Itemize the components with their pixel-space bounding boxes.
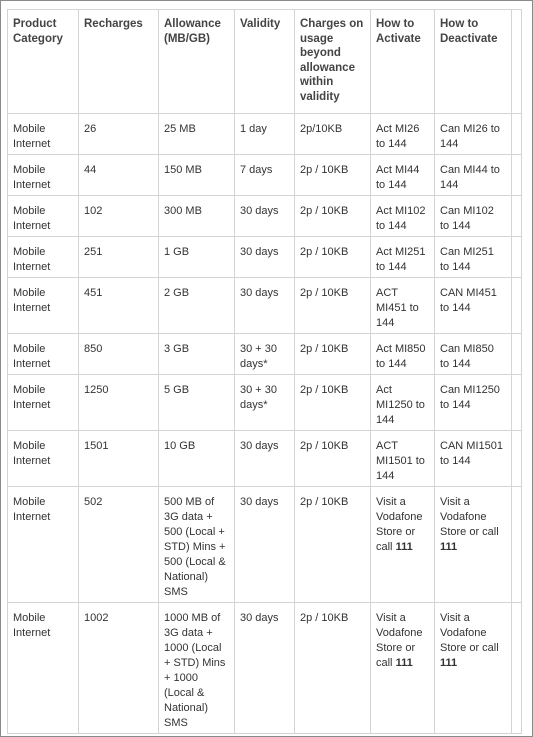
cell-charges: 2p/10KB <box>295 114 371 155</box>
cell-recharge: 102 <box>79 196 159 237</box>
header-product-category: Product Category <box>8 10 79 114</box>
cell-category: Mobile Internet <box>8 431 79 487</box>
cell-cut-off <box>512 237 522 278</box>
table-row <box>8 603 522 734</box>
deactivate-text: Can MI44 to 144 <box>440 164 500 191</box>
table-header-row <box>8 10 522 114</box>
activate-text: Act MI850 to 144 <box>376 343 426 370</box>
cell-cut-off <box>512 334 522 375</box>
cell-validity: 30 days <box>235 278 295 334</box>
activate-text: Visit a Vodafone Store or call <box>376 612 423 669</box>
table-row <box>8 375 522 431</box>
cell-allowance: 25 MB <box>159 114 235 155</box>
cell-deactivate <box>435 431 512 487</box>
cell-allowance: 1000 MB of 3G data + 1000 (Local + STD) Mins + 1000 (Local & National) SMS <box>159 603 235 734</box>
deactivate-text: Can MI251 to 144 <box>440 246 494 273</box>
cell-validity: 1 day <box>235 114 295 155</box>
deactivate-text: CAN MI1501 to 144 <box>440 440 503 467</box>
activate-text: Act MI102 to 144 <box>376 205 426 232</box>
cell-recharge: 1250 <box>79 375 159 431</box>
cell-cut-off <box>512 155 522 196</box>
cell-recharge: 1501 <box>79 431 159 487</box>
cell-cut-off <box>512 196 522 237</box>
table-row <box>8 155 522 196</box>
cell-cut-off <box>512 278 522 334</box>
table-row <box>8 334 522 375</box>
deactivate-text: Visit a Vodafone Store or call <box>440 496 499 538</box>
table-row <box>8 114 522 155</box>
cell-allowance: 500 MB of 3G data + 500 (Local + STD) Mins + 500 (Local & National) SMS <box>159 487 235 603</box>
cell-charges: 2p / 10KB <box>295 196 371 237</box>
cell-charges: 2p / 10KB <box>295 278 371 334</box>
cell-recharge: 1002 <box>79 603 159 734</box>
deactivate-number: 111 <box>440 657 458 669</box>
activate-text: Visit a Vodafone Store or call <box>376 496 423 553</box>
cell-allowance: 300 MB <box>159 196 235 237</box>
cell-recharge: 850 <box>79 334 159 375</box>
cell-charges: 2p / 10KB <box>295 237 371 278</box>
cell-category: Mobile Internet <box>8 114 79 155</box>
activate-text: ACT MI1501 to 144 <box>376 440 425 482</box>
cell-deactivate <box>435 196 512 237</box>
cell-activate <box>371 375 435 431</box>
cell-validity: 30 + 30 days* <box>235 375 295 431</box>
table-row <box>8 278 522 334</box>
cell-category: Mobile Internet <box>8 375 79 431</box>
header-how-to-activate: How to Activate <box>371 10 435 114</box>
header-recharges: Recharges <box>79 10 159 114</box>
cell-allowance: 10 GB <box>159 431 235 487</box>
header-allowance: Allowance (MB/GB) <box>159 10 235 114</box>
cell-activate <box>371 487 435 603</box>
cell-activate <box>371 155 435 196</box>
cell-activate <box>371 237 435 278</box>
cell-recharge: 451 <box>79 278 159 334</box>
cell-deactivate <box>435 278 512 334</box>
cell-category: Mobile Internet <box>8 237 79 278</box>
cell-validity: 30 days <box>235 487 295 603</box>
cell-activate <box>371 196 435 237</box>
cell-activate <box>371 278 435 334</box>
cell-recharge: 44 <box>79 155 159 196</box>
cell-recharge: 251 <box>79 237 159 278</box>
cell-validity: 30 days <box>235 237 295 278</box>
cell-category: Mobile Internet <box>8 334 79 375</box>
cell-deactivate <box>435 603 512 734</box>
cell-charges: 2p / 10KB <box>295 334 371 375</box>
cell-activate <box>371 334 435 375</box>
deactivate-text: Can MI26 to 144 <box>440 123 500 150</box>
cell-validity: 30 days <box>235 196 295 237</box>
cell-allowance: 2 GB <box>159 278 235 334</box>
cell-cut-off <box>512 114 522 155</box>
cell-category: Mobile Internet <box>8 196 79 237</box>
activate-text: Act MI251 to 144 <box>376 246 426 273</box>
table-row <box>8 487 522 603</box>
header-cut-off-column <box>512 10 522 114</box>
cell-allowance: 3 GB <box>159 334 235 375</box>
cell-deactivate <box>435 237 512 278</box>
activate-number: 111 <box>395 541 413 553</box>
deactivate-text: CAN MI451 to 144 <box>440 287 497 314</box>
cell-recharge: 502 <box>79 487 159 603</box>
activate-text: Act MI44 to 144 <box>376 164 420 191</box>
table-row <box>8 196 522 237</box>
table-row <box>8 237 522 278</box>
cell-activate <box>371 603 435 734</box>
activate-text: Act MI1250 to 144 <box>376 384 425 426</box>
cell-deactivate <box>435 334 512 375</box>
cell-charges: 2p / 10KB <box>295 431 371 487</box>
cell-cut-off <box>512 603 522 734</box>
cell-charges: 2p / 10KB <box>295 603 371 734</box>
cell-validity: 7 days <box>235 155 295 196</box>
header-how-to-deactivate: How to Deactivate <box>435 10 512 114</box>
activate-text: Act MI26 to 144 <box>376 123 420 150</box>
cell-validity: 30 days <box>235 431 295 487</box>
cell-validity: 30 days <box>235 603 295 734</box>
cell-cut-off <box>512 487 522 603</box>
cell-charges: 2p / 10KB <box>295 155 371 196</box>
deactivate-number: 111 <box>440 541 458 553</box>
cell-deactivate <box>435 114 512 155</box>
header-charges: Charges on usage beyond allowance within validity <box>295 10 371 114</box>
deactivate-text: Can MI102 to 144 <box>440 205 494 232</box>
cell-deactivate <box>435 375 512 431</box>
cell-category: Mobile Internet <box>8 603 79 734</box>
cell-category: Mobile Internet <box>8 155 79 196</box>
deactivate-text: Can MI1250 to 144 <box>440 384 500 411</box>
cell-allowance: 5 GB <box>159 375 235 431</box>
header-validity: Validity <box>235 10 295 114</box>
cell-deactivate <box>435 487 512 603</box>
deactivate-text: Can MI850 to 144 <box>440 343 494 370</box>
table-row <box>8 431 522 487</box>
cell-activate <box>371 114 435 155</box>
cell-allowance: 150 MB <box>159 155 235 196</box>
activate-number: 111 <box>395 657 413 669</box>
cell-cut-off <box>512 375 522 431</box>
mobile-internet-plans-table <box>7 9 522 734</box>
cell-allowance: 1 GB <box>159 237 235 278</box>
cell-category: Mobile Internet <box>8 278 79 334</box>
cell-recharge: 26 <box>79 114 159 155</box>
cell-cut-off <box>512 431 522 487</box>
activate-text: ACT MI451 to 144 <box>376 287 419 329</box>
cell-charges: 2p / 10KB <box>295 375 371 431</box>
cell-charges: 2p / 10KB <box>295 487 371 603</box>
cell-deactivate <box>435 155 512 196</box>
cell-validity: 30 + 30 days* <box>235 334 295 375</box>
cell-activate <box>371 431 435 487</box>
cell-category: Mobile Internet <box>8 487 79 603</box>
deactivate-text: Visit a Vodafone Store or call <box>440 612 499 654</box>
